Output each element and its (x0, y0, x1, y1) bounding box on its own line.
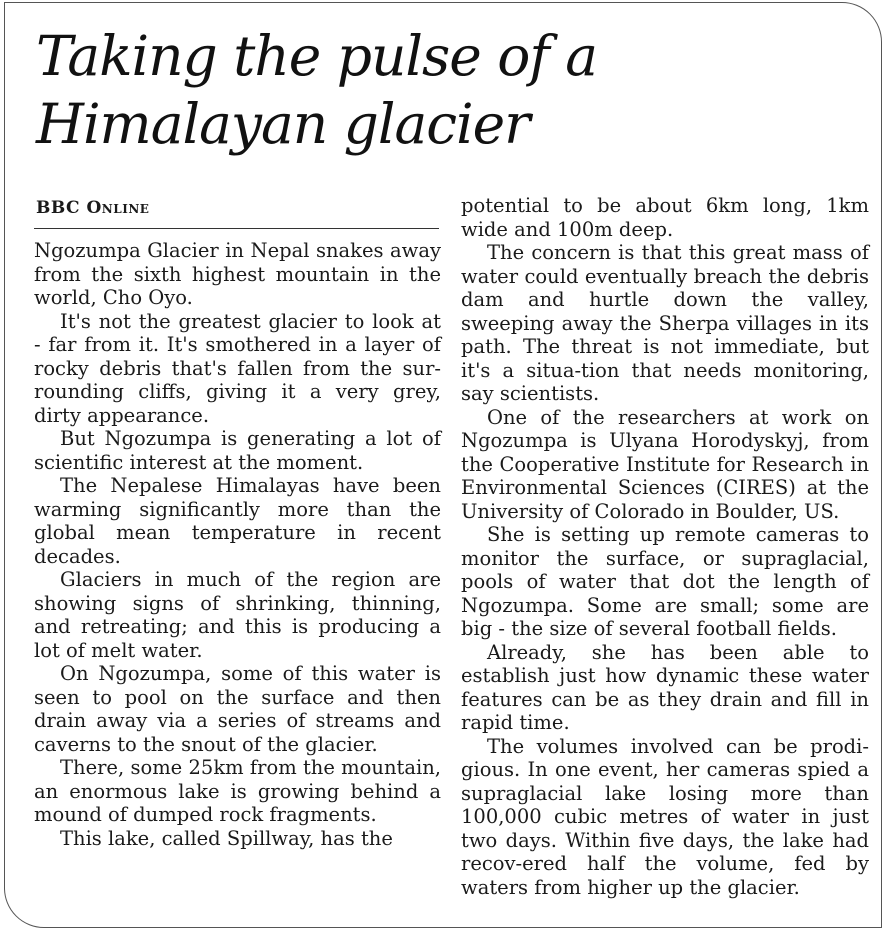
paragraph: There, some 25km from the mountain, an enormous lake is growing behind a mound of dumped rock fragments. (34, 756, 441, 826)
paragraph: On Ngozumpa, some of this water is seen to pool on the surface and then drain away via a series of streams and caverns to the snout of the glacier. (34, 662, 441, 756)
paragraph: The volumes involved can be prodi-gious. In one event, her cameras spied a supraglacial lake losing more than 100,000 cubic metres of water in just two days. Within five days, the lake had recov-ered half the volume, fed by waters from higher up the glacier. (461, 734, 869, 899)
byline: BBC Online (36, 198, 150, 218)
headline-line-2: Himalayan glacier (36, 92, 530, 156)
article-column-1 (34, 239, 441, 850)
paragraph: One of the researchers at work on Ngozumpa is Ulyana Horodyskyj, from the Cooperative Institute for Research in Environmental Sciences (CIRES) at the University of Colorado in Boulder, US. (461, 405, 869, 523)
headline-line-1: Taking the pulse of a (36, 24, 598, 88)
paragraph: It's not the greatest glacier to look at - far from it. It's smothered in a layer of rocky debris that's fallen from the sur-rounding cliffs, giving it a very grey, dirty appearance. (34, 309, 441, 427)
paragraph: The concern is that this great mass of water could eventually breach the debris dam and hurtle down the valley, sweeping away the Sherpa villages in its path. The threat is not immediate, but it's a situa-tion that needs monitoring, say scientists. (461, 241, 869, 405)
paragraph: This lake, called Spillway, has the (60, 826, 393, 850)
byline-rule (34, 228, 439, 229)
article-column-2 (461, 194, 869, 899)
paragraph: Ngozumpa Glacier in Nepal snakes away from the sixth highest mountain in the world, Cho Oyo. (34, 239, 441, 309)
paragraph: She is setting up remote cameras to monitor the surface, or supraglacial, pools of water that dot the length of Ngozumpa. Some are small; some are big - the size of several football fields. (461, 523, 869, 640)
paragraph: Already, she has been able to establish just how dynamic these water features can be as they drain and fill in rapid time. (461, 640, 869, 734)
paragraph: The Nepalese Himalayas have been warming significantly more than the global mean temperature in recent decades. (34, 474, 441, 568)
paragraph: Glaciers in much of the region are showing signs of shrinking, thinning, and retreating; and this is producing a lot of melt water. (34, 568, 441, 662)
paragraph: But Ngozumpa is generating a lot of scientific interest at the moment. (34, 427, 441, 474)
headline (36, 22, 856, 158)
paragraph: potential to be about 6km long, 1km wide and 100m deep. (461, 194, 869, 241)
